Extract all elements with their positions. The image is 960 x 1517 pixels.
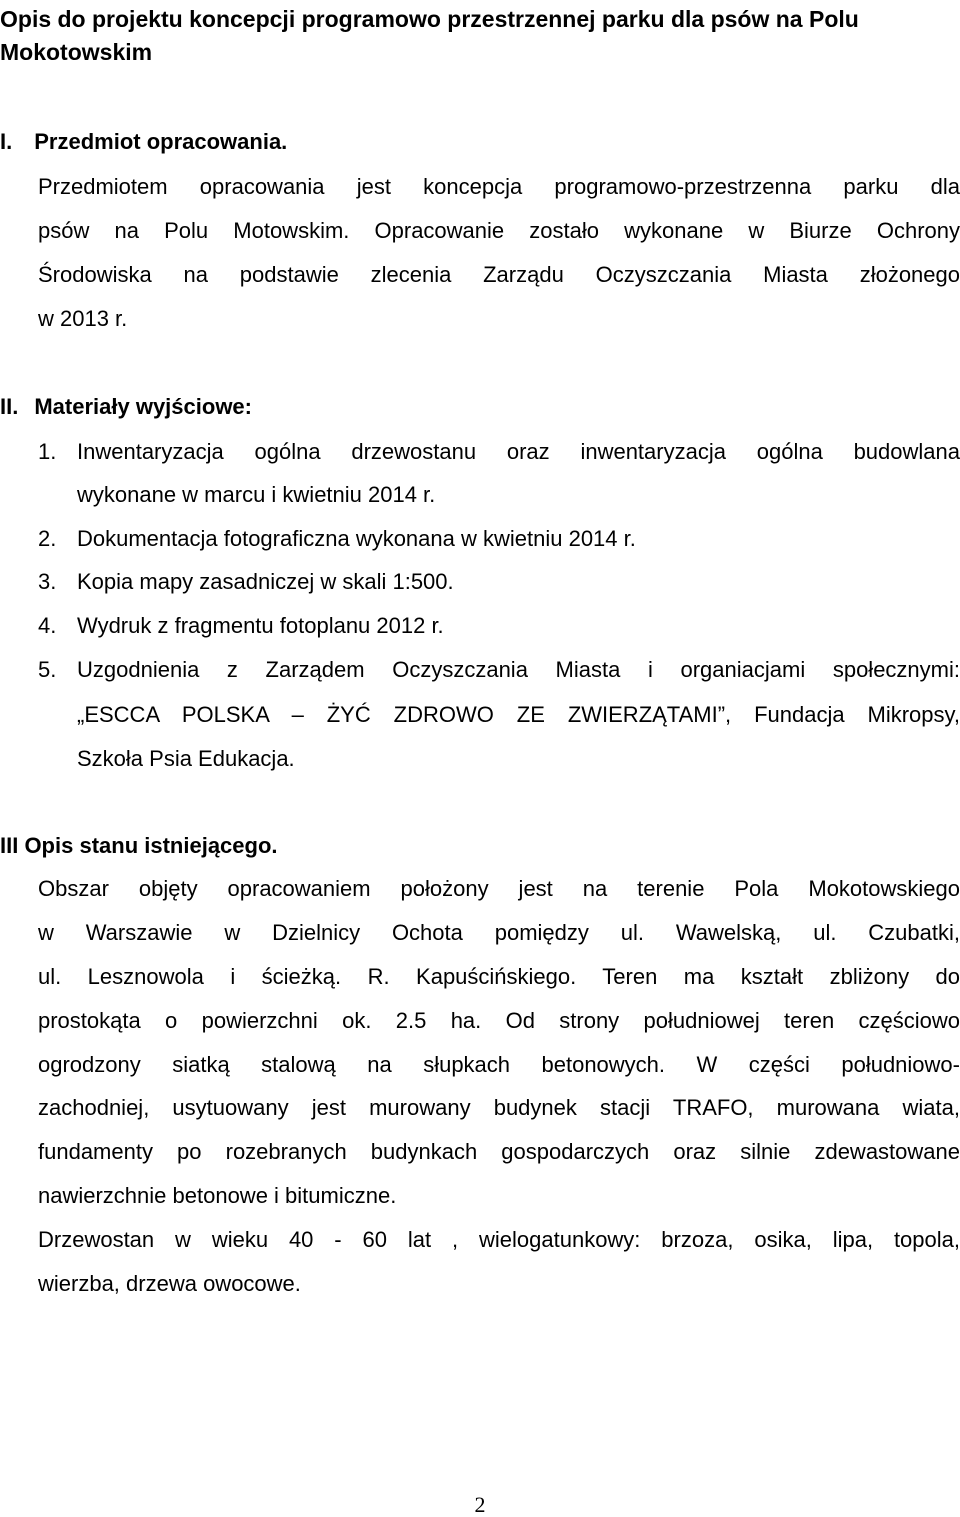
list-item-text: wykonane w marcu i kwietniu 2014 r. <box>77 482 436 507</box>
section-2-title: Materiały wyjściowe: <box>34 394 252 419</box>
list-item-text: Inwentaryzacja ogólna drzewostanu oraz inwentaryzacja ogólna budowlana <box>77 439 960 464</box>
document-title: Opis do projektu koncepcji programowo przestrzennej parku dla psów na Polu Mokotowskim <box>0 6 859 65</box>
section-3-line: ul. Lesznowola i ścieżką. R. Kapuścińskiego. Teren ma kształt zbliżony do <box>38 964 960 989</box>
section-1-line: Przedmiotem opracowania jest koncepcja programowo-przestrzenna parku dla <box>38 174 960 199</box>
section-2-number: II. <box>0 394 19 419</box>
section-1-line: w 2013 r. <box>38 306 128 331</box>
list-item-text: Szkoła Psia Edukacja. <box>77 746 295 771</box>
list-item-number: 5. <box>38 657 57 682</box>
section-2-heading <box>0 392 252 422</box>
page-number: 2 <box>474 1492 486 1517</box>
list-item-number: 3. <box>38 569 57 594</box>
list-item-text: „ESCCA POLSKA – ŻYĆ ZDROWO ZE ZWIERZĄTAMI”, Fundacja Mikropsy, <box>77 702 960 727</box>
section-3-line: w Warszawie w Dzielnicy Ochota pomiędzy ul. Wawelską, ul. Czubatki, <box>38 920 960 945</box>
section-3-line: prostokąta o powierzchni ok. 2.5 ha. Od strony południowej teren częściowo <box>38 1008 960 1033</box>
section-3-line: Drzewostan w wieku 40 - 60 lat , wielogatunkowy: brzoza, osika, lipa, topola, <box>38 1227 960 1252</box>
section-3-heading: III Opis stanu istniejącego. <box>0 833 278 858</box>
section-3-line: nawierzchnie betonowe i bitumiczne. <box>38 1183 397 1208</box>
section-3-line: fundamenty po rozebranych budynkach gospodarczych oraz silnie zdewastowane <box>38 1139 960 1164</box>
section-3-line: wierzba, drzewa owocowe. <box>38 1271 301 1296</box>
section-1-title: Przedmiot opracowania. <box>34 129 288 154</box>
section-3-line: ogrodzony siatką stalową na słupkach betonowych. W części południowo- <box>38 1052 960 1077</box>
section-1-line: Środowiska na podstawie zlecenia Zarządu Oczyszczania Miasta złożonego <box>38 262 960 287</box>
list-item-number: 2. <box>38 526 57 551</box>
section-1-line: psów na Polu Motowskim. Opracowanie zostało wykonane w Biurze Ochrony <box>38 218 960 243</box>
list-item-number: 4. <box>38 613 57 638</box>
list-item-text: Wydruk z fragmentu fotoplanu 2012 r. <box>77 613 444 638</box>
section-3-line: zachodniej, usytuowany jest murowany budynek stacji TRAFO, murowana wiata, <box>38 1095 960 1120</box>
list-item-number: 1. <box>38 439 57 464</box>
list-item-text: Uzgodnienia z Zarządem Oczyszczania Miasta i organiacjami społecznymi: <box>77 657 960 682</box>
section-1-heading <box>0 127 287 157</box>
section-1-number: I. <box>0 129 13 154</box>
list-item-text: Kopia mapy zasadniczej w skali 1:500. <box>77 569 454 594</box>
section-3-line: Obszar objęty opracowaniem położony jest na terenie Pola Mokotowskiego <box>38 876 960 901</box>
list-item-text: Dokumentacja fotograficzna wykonana w kwietniu 2014 r. <box>77 526 636 551</box>
